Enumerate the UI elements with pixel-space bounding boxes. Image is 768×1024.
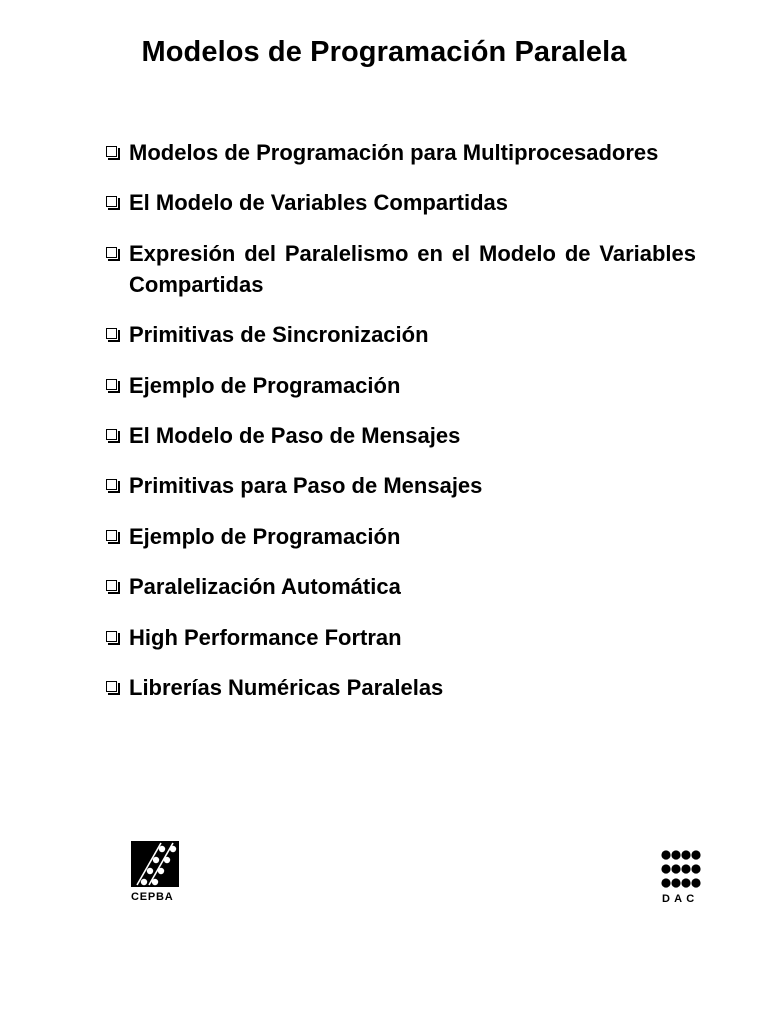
list-item [106,571,696,602]
list-item [106,622,696,653]
list-item-text: Modelos de Programación para Multiprocesadores [129,140,659,165]
checkbox-bullet-icon [106,681,117,692]
checkbox-bullet-icon [106,146,117,157]
list-item [106,420,696,451]
list-item [106,319,696,350]
checkbox-bullet-icon [106,379,117,390]
checkbox-bullet-icon [106,580,117,591]
checkbox-bullet-icon [106,631,117,642]
list-item-text: Expresión del Paralelismo en el Modelo de Variables Compartidas [129,240,696,297]
list-item [106,137,696,168]
checkbox-bullet-icon [106,479,117,490]
list-item [106,521,696,552]
list-item-text: High Performance Fortran [129,624,402,650]
dac-logo-icon [661,850,701,888]
cepba-logo-icon [131,841,179,887]
checkbox-bullet-icon [106,247,117,258]
list-item [106,470,696,501]
list-item-text: Primitivas para Paso de Mensajes [129,473,483,499]
cepba-logo-label: CEPBA [131,891,174,903]
list-item-text: Primitivas de Sincronización [129,322,429,348]
list-item [106,238,696,300]
list-item [106,672,696,703]
checkbox-bullet-icon [106,328,117,339]
checkbox-bullet-icon [106,530,117,541]
list-item-text: El Modelo de Paso de Mensajes [129,422,461,448]
list-item-text: Librerías Numéricas Paralelas [129,674,444,700]
list-item-text: Paralelización Automática [129,574,401,600]
list-item-text: Ejemplo de Programación [129,372,401,398]
checkbox-bullet-icon [106,429,117,440]
checkbox-bullet-icon [106,196,117,207]
list-item-text: Ejemplo de Programación [129,523,401,549]
topic-list [106,137,696,722]
page-title: Modelos de Programación Paralela [141,36,627,68]
dac-logo-label: DAC [662,893,699,905]
list-item [106,187,696,218]
list-item [106,370,696,401]
list-item-text: El Modelo de Variables Compartidas [129,190,508,216]
